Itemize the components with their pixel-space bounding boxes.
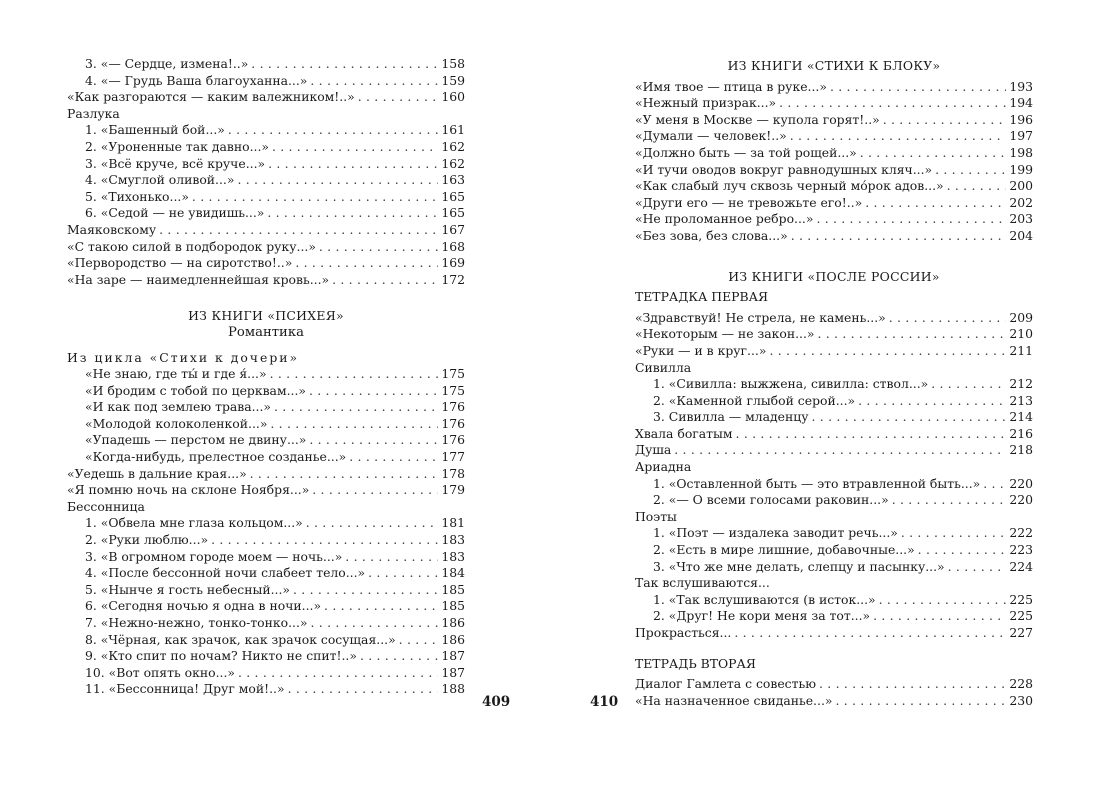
toc-entry-page: 225 — [1009, 608, 1033, 624]
toc-entry — [635, 592, 1033, 609]
dot-leader — [790, 128, 1007, 145]
toc-entry — [67, 122, 465, 139]
toc-entry-page: 202 — [1009, 194, 1033, 210]
dot-leader — [345, 549, 438, 566]
toc-entry — [635, 376, 1033, 393]
dot-leader — [368, 565, 438, 582]
toc-entry-title: 4. «Смуглой оливой...» — [85, 172, 235, 188]
section-poety: Поэты — [635, 508, 677, 524]
dot-leader — [270, 416, 438, 433]
dot-leader — [819, 676, 1006, 693]
dot-leader — [674, 442, 1006, 459]
toc-entry-page: 181 — [441, 515, 465, 531]
toc-entry-page: 220 — [1009, 492, 1033, 508]
dot-leader — [879, 592, 1007, 609]
dot-leader — [310, 73, 438, 90]
toc-entry — [635, 525, 1033, 542]
toc-entry — [67, 681, 465, 698]
toc-entry-page: 216 — [1009, 425, 1033, 441]
toc-entry-title: «Должно быть — за той рощей...» — [635, 144, 857, 160]
dot-leader — [358, 89, 439, 106]
toc-entry-title: «Молодой колоколенкой...» — [85, 415, 268, 431]
toc-group-bessonnitsa — [67, 515, 465, 698]
toc-entry-page: 212 — [1009, 376, 1033, 392]
dot-leader — [779, 95, 1006, 112]
toc-entry — [67, 172, 465, 189]
toc-entry-page: 224 — [1009, 558, 1033, 574]
dot-leader — [399, 632, 439, 649]
toc-entry-title: «Упадешь — перстом не двину...» — [85, 432, 307, 448]
toc-entry — [67, 598, 465, 615]
toc-entry-title: «Я помню ночь на склоне Ноября...» — [67, 482, 310, 498]
toc-entry — [635, 476, 1033, 493]
toc-entry-title: 7. «Нежно-нежно, тонко-тонко...» — [85, 615, 308, 630]
toc-entry-title: «Други его — не тревожьте его!..» — [635, 194, 863, 210]
toc-entry — [67, 73, 465, 90]
toc-entry — [635, 393, 1033, 410]
toc-entry — [67, 139, 465, 156]
toc-entry-title: 4. «После бессонной ночи слабеет тело...» — [85, 565, 366, 581]
toc-entry — [67, 416, 465, 433]
toc-entry-page: 210 — [1009, 326, 1033, 342]
page-number-left: 409 — [482, 694, 511, 710]
toc-entry-page: 199 — [1009, 161, 1033, 177]
toc-entry-title: 2. «Друг! Не кори меня за тот...» — [653, 608, 871, 624]
section-vslushivayutsya: Так вслушиваются... — [635, 575, 770, 591]
dot-leader — [272, 139, 438, 156]
toc-entry-page: 204 — [1009, 227, 1033, 243]
toc-entry — [67, 189, 465, 206]
book-heading-psikheya: ИЗ КНИГИ «ПСИХЕЯ» — [188, 308, 344, 324]
toc-entry-title: 8. «Чёрная, как зрачок, как зрачок сосущая...» — [85, 631, 396, 647]
toc-entry-page: 165 — [441, 205, 465, 221]
toc-entry-title: 2. «Каменной глыбой серой...» — [653, 392, 856, 408]
toc-entry — [635, 326, 1033, 343]
toc-entry-title: 1. «Так вслушиваются (в исток...» — [653, 591, 876, 607]
dot-leader — [873, 608, 1006, 625]
toc-entry-page: 175 — [441, 382, 465, 398]
dot-leader — [918, 542, 1007, 559]
toc-entry — [635, 211, 1033, 228]
dot-leader — [192, 189, 438, 206]
toc-entry — [635, 693, 1033, 710]
toc-entry-title: Хвала богатым — [635, 425, 733, 441]
dot-leader — [734, 625, 1006, 642]
toc-entry-title: «Первородство — на сиротство!..» — [67, 255, 293, 271]
toc-entry-page: 187 — [441, 648, 465, 664]
toc-entry-page: 186 — [441, 631, 465, 647]
dot-leader — [860, 145, 1007, 162]
toc-entry — [635, 625, 1033, 642]
toc-entry-title: «Здравствуй! Не стрела, не камень...» — [635, 309, 886, 325]
dot-leader — [983, 476, 1006, 493]
toc-entry-page: 209 — [1009, 309, 1033, 325]
dot-leader — [237, 172, 438, 189]
toc-entry — [67, 648, 465, 665]
notebook-heading-second: ТЕТРАДЬ ВТОРАЯ — [635, 655, 756, 671]
dot-leader — [865, 195, 1006, 212]
toc-entry — [635, 559, 1033, 576]
toc-entry-page: 222 — [1009, 525, 1033, 541]
toc-entry-title: «Как слабый луч сквозь черный мо́рок адов...» — [635, 178, 944, 194]
toc-entry — [67, 205, 465, 222]
toc-entry-page: 218 — [1009, 442, 1033, 458]
toc-entry — [635, 492, 1033, 509]
toc-entry — [635, 79, 1033, 96]
toc-entry-page: 159 — [441, 72, 465, 88]
toc-entry-page: 162 — [441, 155, 465, 171]
toc-entry-page: 167 — [441, 221, 465, 237]
toc-entry-page: 178 — [441, 465, 465, 481]
toc-entry-title: «И как под землею трава...» — [85, 399, 272, 415]
dot-leader — [830, 79, 1006, 96]
cycle-heading: Из цикла «Стихи к дочери» — [67, 349, 300, 365]
toc-entry-title: «Нежный призрак...» — [635, 95, 777, 111]
toc-entry-title: 1. «Башенный бой...» — [85, 122, 225, 138]
dot-leader — [901, 525, 1007, 542]
toc-entry-page: 194 — [1009, 95, 1033, 111]
toc-entry-page: 223 — [1009, 542, 1033, 558]
dot-leader — [858, 393, 1006, 410]
toc-entry-title: 2. «Есть в мире лишние, добавочные...» — [653, 542, 915, 558]
right-toc-column — [635, 58, 1033, 709]
toc-entry — [67, 239, 465, 256]
toc-entry-page: 162 — [441, 138, 465, 154]
toc-entry — [67, 56, 465, 73]
dot-leader — [306, 515, 439, 532]
toc-entry-page: 220 — [1009, 475, 1033, 491]
toc-group-nb2 — [635, 676, 1033, 709]
toc-entry-title: 1. «Поэт — издалека заводит речь...» — [653, 525, 898, 541]
dot-leader — [274, 399, 438, 416]
toc-entry — [635, 409, 1033, 426]
toc-entry-page: 196 — [1009, 111, 1033, 127]
section-razluka: Разлука — [67, 105, 120, 121]
dot-leader — [349, 449, 438, 466]
dot-leader — [309, 383, 438, 400]
dot-leader — [211, 532, 438, 549]
section-sivilla: Сивилла — [635, 359, 692, 375]
toc-entry-page: 183 — [441, 532, 465, 548]
toc-entry — [635, 426, 1033, 443]
dot-leader — [251, 56, 438, 73]
toc-entry-page: 185 — [441, 581, 465, 597]
toc-group-poety — [635, 525, 1033, 575]
notebook-heading-first: ТЕТРАДКА ПЕРВАЯ — [635, 289, 768, 305]
dot-leader — [250, 466, 439, 483]
toc-group-razluka — [67, 122, 465, 222]
toc-entry — [635, 195, 1033, 212]
toc-entry-page: 197 — [1009, 128, 1033, 144]
toc-entry-title: Душа — [635, 442, 672, 458]
toc-entry — [635, 310, 1033, 327]
dot-leader — [288, 681, 439, 698]
dot-leader — [267, 205, 438, 222]
toc-entry — [67, 272, 465, 289]
dot-leader — [309, 432, 438, 449]
dot-leader — [883, 112, 1007, 129]
toc-entry — [635, 343, 1033, 360]
toc-entry-title: 9. «Кто спит по ночам? Никто не спит!..» — [85, 648, 357, 664]
dot-leader — [295, 255, 438, 272]
toc-group-sivilla — [635, 376, 1033, 426]
dot-leader — [228, 122, 439, 139]
dot-leader — [812, 409, 1007, 426]
toc-entry — [635, 128, 1033, 145]
toc-entry-title: 1. «Сивилла: выжжена, сивилла: ствол...» — [653, 376, 929, 392]
toc-entry — [67, 632, 465, 649]
toc-entry-title: Прокрасться... — [635, 625, 732, 640]
toc-group-top — [67, 56, 465, 106]
toc-entry-title: «На назначенное свиданье...» — [635, 692, 833, 708]
toc-entry — [67, 665, 465, 682]
toc-entry — [67, 156, 465, 173]
toc-entry-page: 169 — [441, 255, 465, 271]
dot-leader — [311, 615, 439, 632]
toc-entry — [67, 222, 465, 239]
toc-group-vslushivayutsya — [635, 592, 1033, 625]
dot-leader — [360, 648, 438, 665]
toc-entry-title: «Думали — человек!..» — [635, 128, 787, 144]
dot-leader — [293, 582, 438, 599]
page-number-right: 410 — [590, 694, 619, 710]
toc-entry-title: 5. «Нынче я гость небесный...» — [85, 581, 291, 597]
toc-entry-title: 5. «Тихонько...» — [85, 188, 189, 204]
dot-leader — [817, 326, 1006, 343]
toc-entry-title: 3. «— Сердце, измена!..» — [85, 56, 249, 71]
toc-group-after-razluka — [67, 222, 465, 288]
dot-leader — [769, 343, 1006, 360]
dot-leader — [736, 426, 1007, 443]
dot-leader — [324, 598, 438, 615]
toc-entry-title: 2. «— О всеми голосами раковин...» — [653, 492, 889, 508]
dot-leader — [835, 693, 1006, 710]
toc-entry — [635, 228, 1033, 245]
toc-entry-title: «Когда-нибудь, прелестное созданье...» — [85, 449, 347, 465]
toc-entry-page: 184 — [441, 565, 465, 581]
dot-leader — [816, 211, 1006, 228]
toc-entry-title: Диалог Гамлета с совестью — [635, 676, 817, 692]
dot-leader — [159, 222, 438, 239]
toc-entry-page: 187 — [441, 664, 465, 680]
toc-entry — [635, 162, 1033, 179]
toc-entry-title: «Как разгораются — каким валежником!..» — [67, 89, 355, 105]
toc-entry-title: 6. «Сегодня ночью я одна в ночи...» — [85, 598, 322, 614]
toc-entry-title: 11. «Бессонница! Друг мой!..» — [85, 681, 285, 697]
dot-leader — [270, 366, 439, 383]
toc-entry-page: 165 — [441, 188, 465, 204]
toc-group-ariadna — [635, 476, 1033, 509]
toc-entry-title: 3. «Что же мне делать, слепцу и пасынку...» — [653, 558, 945, 574]
toc-entry-title: 2. «Руки люблю...» — [85, 532, 209, 548]
right-page — [550, 0, 1100, 789]
dot-leader — [319, 239, 438, 256]
toc-entry — [635, 112, 1033, 129]
toc-entry-page: 176 — [441, 432, 465, 448]
toc-entry-title: «Не проломанное ребро...» — [635, 211, 814, 227]
dot-leader — [948, 559, 1007, 576]
toc-entry — [67, 615, 465, 632]
dot-leader — [889, 310, 1007, 327]
toc-entry-page: 158 — [441, 56, 465, 71]
toc-entry-page: 172 — [441, 271, 465, 287]
dot-leader — [931, 376, 1006, 393]
toc-entry-page: 188 — [441, 681, 465, 697]
toc-entry — [67, 255, 465, 272]
toc-entry-title: «Не знаю, где ты́ и где я́...» — [85, 366, 267, 382]
dot-leader — [892, 492, 1007, 509]
toc-entry-page: 214 — [1009, 409, 1033, 425]
dot-leader — [238, 665, 438, 682]
toc-group-cycle — [67, 366, 465, 499]
toc-entry-title: «С такою силой в подбородок руку...» — [67, 238, 316, 254]
toc-entry — [635, 442, 1033, 459]
toc-entry-title: 3. «Всё круче, всё круче...» — [85, 155, 266, 171]
toc-entry-title: 10. «Вот опять окно...» — [85, 664, 235, 680]
toc-entry — [635, 178, 1033, 195]
toc-entry — [67, 482, 465, 499]
dot-leader — [791, 228, 1007, 245]
toc-entry-title: Маяковскому — [67, 221, 157, 237]
toc-entry — [67, 549, 465, 566]
toc-group-nb1-a — [635, 310, 1033, 360]
section-bessonnitsa: Бессонница — [67, 498, 145, 514]
toc-group-blok — [635, 79, 1033, 245]
toc-entry-title: «Руки — и в круг...» — [635, 342, 767, 358]
toc-entry-title: 6. «Седой — не увидишь...» — [85, 205, 265, 221]
toc-group-nb1-b — [635, 426, 1033, 459]
section-ariadna: Ариадна — [635, 459, 692, 475]
toc-entry-page: 227 — [1009, 625, 1033, 640]
toc-entry — [67, 366, 465, 383]
toc-entry-page: 213 — [1009, 392, 1033, 408]
toc-entry — [635, 542, 1033, 559]
toc-entry-title: 3. Сивилла — младенцу — [653, 409, 809, 425]
toc-entry-title: «Некоторым — не закон...» — [635, 326, 815, 342]
toc-entry-title: 3. «В огромном городе моем — ночь...» — [85, 548, 343, 564]
toc-entry-page: 160 — [441, 89, 465, 105]
toc-entry-page: 179 — [441, 482, 465, 498]
toc-entry-title: 1. «Обвела мне глаза кольцом...» — [85, 515, 303, 531]
toc-entry — [67, 383, 465, 400]
toc-entry-page: 175 — [441, 366, 465, 382]
dot-leader — [312, 482, 438, 499]
toc-entry — [635, 608, 1033, 625]
toc-entry-page: 177 — [441, 449, 465, 465]
toc-entry-title: «Имя твое — птица в руке...» — [635, 78, 827, 94]
toc-entry-page: 185 — [441, 598, 465, 614]
toc-entry — [635, 145, 1033, 162]
toc-entry-title: 2. «Уроненные так давно...» — [85, 138, 269, 154]
toc-entry — [67, 89, 465, 106]
toc-entry-page: 228 — [1009, 676, 1033, 692]
toc-entry-page: 193 — [1009, 78, 1033, 94]
toc-entry-title: «И бродим с тобой по церквам...» — [85, 382, 306, 398]
toc-entry-title: «И тучи оводов вокруг равнодушных кляч...» — [635, 161, 933, 177]
toc-entry-page: 203 — [1009, 211, 1033, 227]
dot-leader — [332, 272, 438, 289]
toc-entry-page: 186 — [441, 615, 465, 630]
dot-leader — [268, 156, 438, 173]
dot-leader — [947, 178, 1007, 195]
toc-entry-page: 225 — [1009, 591, 1033, 607]
toc-entry-title: «Без зова, без слова...» — [635, 227, 788, 243]
book-heading-blok: ИЗ КНИГИ «СТИХИ К БЛОКУ» — [727, 58, 941, 73]
toc-entry — [67, 432, 465, 449]
toc-entry — [67, 532, 465, 549]
toc-entry — [635, 95, 1033, 112]
toc-entry-page: 198 — [1009, 144, 1033, 160]
book-subheading-romantika: Романтика — [228, 324, 304, 340]
toc-entry — [67, 515, 465, 532]
toc-entry — [67, 565, 465, 582]
toc-entry — [67, 449, 465, 466]
toc-entry-page: 176 — [441, 415, 465, 431]
toc-entry-page: 161 — [441, 122, 465, 138]
toc-entry-title: «У меня в Москве — купола горят!..» — [635, 111, 880, 127]
left-toc-column — [67, 56, 465, 698]
book-heading-posle-rossii: ИЗ КНИГИ «ПОСЛЕ РОССИИ» — [728, 268, 940, 284]
toc-entry-page: 183 — [441, 548, 465, 564]
toc-entry — [67, 582, 465, 599]
toc-entry-page: 230 — [1009, 692, 1033, 708]
toc-entry-title: 4. «— Грудь Ваша благоуханна...» — [85, 72, 308, 88]
toc-entry-page: 176 — [441, 399, 465, 415]
toc-entry — [67, 466, 465, 483]
dot-leader — [935, 162, 1006, 179]
toc-entry-page: 211 — [1009, 342, 1033, 358]
toc-entry — [635, 676, 1033, 693]
toc-entry-page: 168 — [441, 238, 465, 254]
toc-entry — [67, 399, 465, 416]
toc-entry-title: 1. «Оставленной быть — это втравленной быть...» — [653, 475, 981, 491]
toc-entry-page: 200 — [1009, 178, 1033, 194]
toc-entry-title: «На заре — наимедленнейшая кровь...» — [67, 271, 330, 287]
toc-entry-title: «Уедешь в дальние края...» — [67, 465, 247, 481]
toc-group-nb1-c — [635, 625, 1033, 642]
toc-entry-page: 163 — [441, 172, 465, 188]
